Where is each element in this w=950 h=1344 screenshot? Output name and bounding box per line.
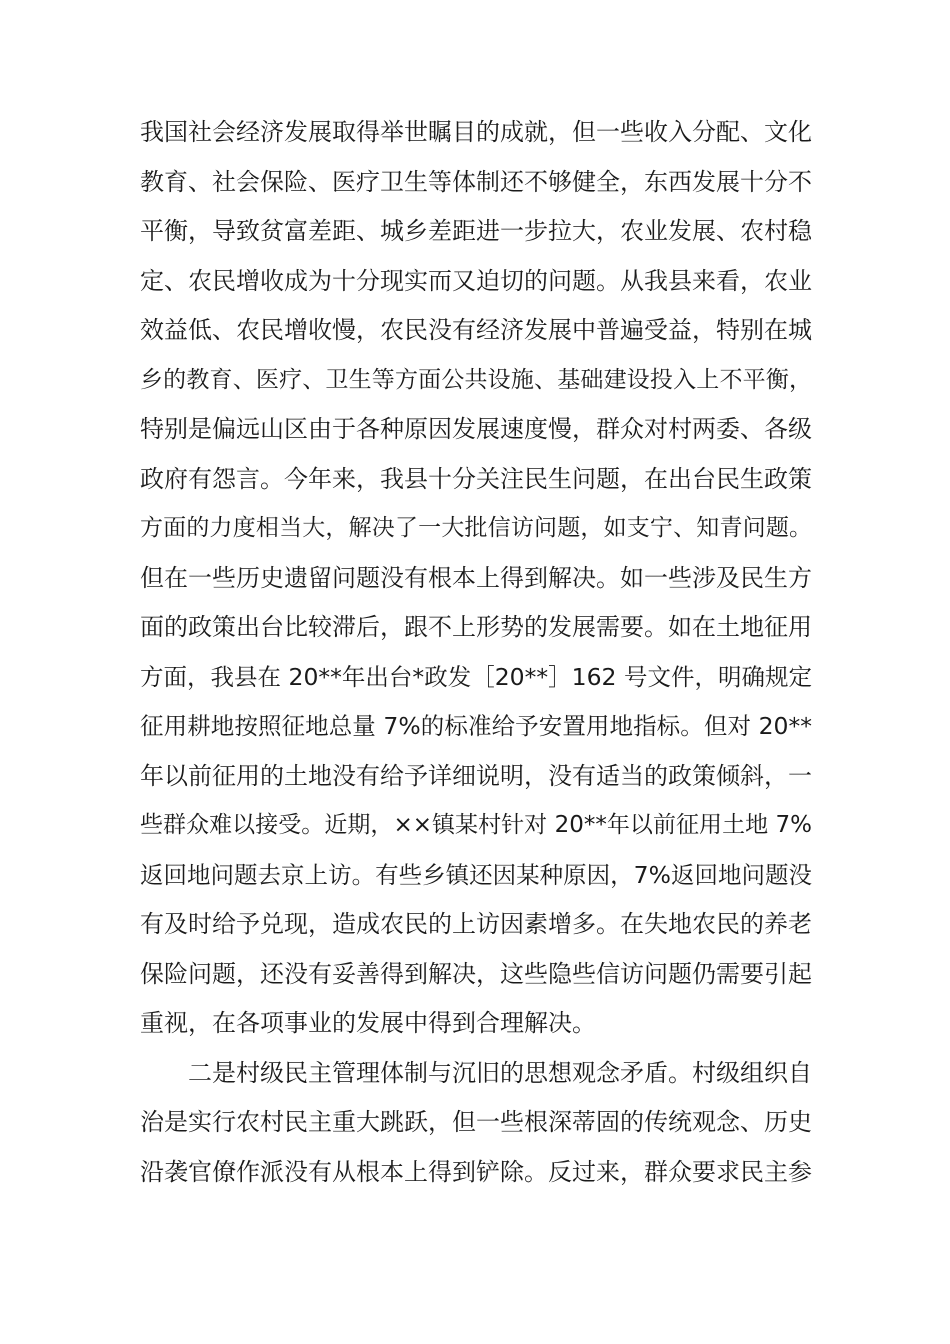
text-line: 年以前征用的土地没有给予详细说明，没有适当的政策倾斜，一	[140, 761, 812, 790]
text-line: 面的政策出台比较滞后，跟不上形势的发展需要。如在土地征用	[140, 613, 812, 641]
text-line: 有及时给予兑现，造成农民的上访因素增多。在失地农民的养老	[140, 910, 812, 938]
text-line: 治是实行农村民主重大跳跃，但一些根深蒂固的传统观念、历史	[140, 1108, 812, 1136]
text-line: 乡的教育、医疗、卫生等方面公共设施、基础建设投入上不平衡，	[140, 366, 812, 393]
text-line: 教育、社会保险、医疗卫生等体制还不够健全，东西发展十分不	[140, 167, 812, 196]
text-line: 保险问题，还没有妥善得到解决，这些隐些信访问题仍需要引起	[140, 959, 812, 988]
text-line: 平衡，导致贫富差距、城乡差距进一步拉大，农业发展、农村稳	[140, 217, 812, 245]
paragraph-1	[140, 112, 812, 1053]
text-line: 我国社会经济发展取得举世瞩目的成就，但一些收入分配、文化	[140, 118, 812, 146]
text-line: 征用耕地按照征地总量 7%的标准给予安置用地指标。但对 20**	[140, 712, 812, 740]
paragraph-2	[140, 1053, 812, 1202]
document-page	[140, 112, 812, 1201]
text-line: 方面，我县在 20**年出台*政发［20**］162 号文件，明确规定	[140, 662, 812, 691]
text-line: 沿袭官僚作派没有从根本上得到铲除。反过来，群众要求民主参	[140, 1157, 812, 1186]
text-line: 返回地问题去京上访。有些乡镇还因某种原因，7%返回地问题没	[140, 860, 812, 889]
text-line: 些群众难以接受。近期，××镇某村针对 20**年以前征用土地 7%	[140, 812, 812, 838]
text-line: 二是村级民主管理体制与沉旧的思想观念矛盾。村级组织自	[188, 1058, 812, 1087]
text-line: 政府有怨言。今年来，我县十分关注民生问题，在出台民生政策	[140, 464, 812, 493]
text-line: 重视，在各项事业的发展中得到合理解决。	[140, 1009, 596, 1037]
text-line: 但在一些历史遗留问题没有根本上得到解决。如一些涉及民生方	[140, 563, 812, 592]
text-line: 效益低、农民增收慢，农民没有经济发展中普遍受益，特别在城	[140, 316, 812, 344]
text-line: 特别是偏远山区由于各种原因发展速度慢，群众对村两委、各级	[140, 415, 812, 443]
text-line: 定、农民增收成为十分现实而又迫切的问题。从我县来看，农业	[140, 266, 812, 295]
text-line: 方面的力度相当大，解决了一大批信访问题，如支宁、知青问题。	[140, 515, 812, 541]
